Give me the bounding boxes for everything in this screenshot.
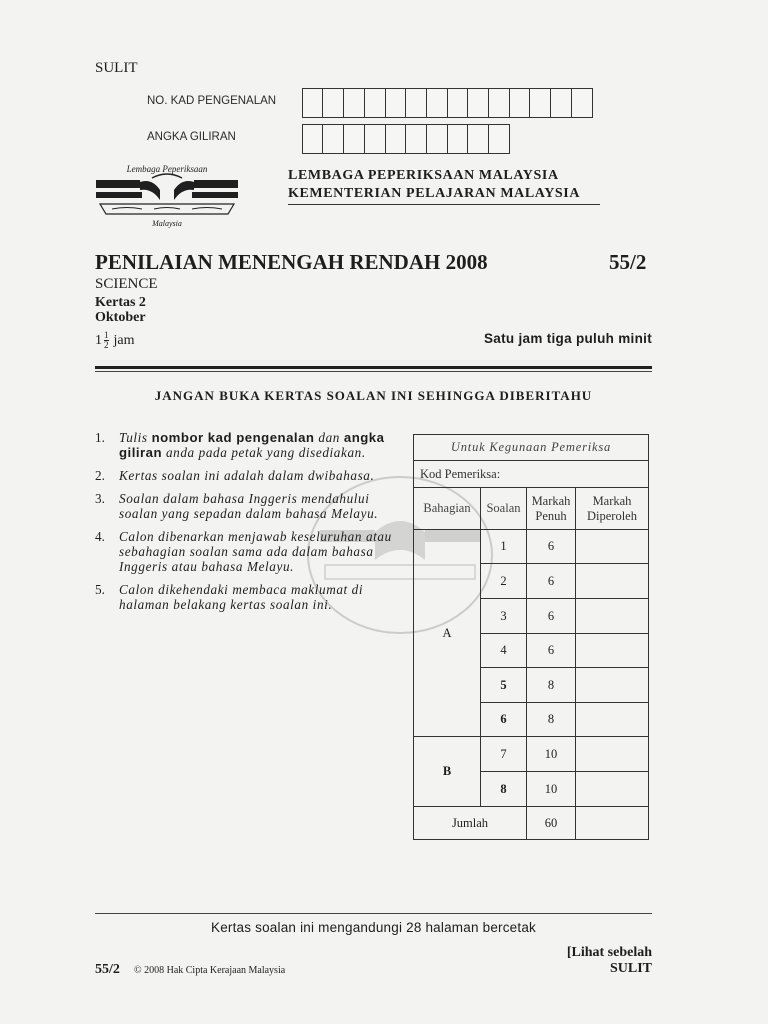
full-marks: 10 bbox=[527, 772, 576, 807]
obtained-marks-cell[interactable] bbox=[576, 668, 649, 703]
examiner-code-field[interactable]: Kod Pemeriksa: bbox=[414, 461, 649, 488]
total-label: Jumlah bbox=[414, 807, 527, 840]
exam-duration-words: Satu jam tiga puluh minit bbox=[483, 331, 652, 346]
logo-bottom-text: Malaysia bbox=[152, 219, 182, 228]
divider-thick bbox=[95, 366, 652, 369]
obtained-marks-cell[interactable] bbox=[576, 772, 649, 807]
obtained-marks-cell[interactable] bbox=[576, 703, 649, 737]
obtained-marks-cell[interactable] bbox=[576, 564, 649, 599]
question-number: 1 bbox=[481, 530, 527, 564]
classification-bottom: SULIT bbox=[609, 961, 652, 976]
question-number: 7 bbox=[481, 737, 527, 772]
digit-box[interactable] bbox=[488, 124, 510, 154]
org-underline bbox=[288, 204, 600, 205]
page-count-note: Kertas soalan ini mengandungi 28 halaman bercetak bbox=[210, 920, 536, 935]
digit-box[interactable] bbox=[529, 88, 551, 118]
header-question: Soalan bbox=[481, 488, 527, 530]
digit-box[interactable] bbox=[322, 88, 344, 118]
full-marks: 6 bbox=[527, 530, 576, 564]
digit-box[interactable] bbox=[343, 124, 365, 154]
exam-title: PENILAIAN MENENGAH RENDAH 2008 bbox=[95, 250, 488, 274]
duration-denominator: 2 bbox=[104, 340, 109, 350]
digit-box[interactable] bbox=[426, 88, 448, 118]
digit-box[interactable] bbox=[385, 124, 407, 154]
org-name-line2: KEMENTERIAN PELAJARAN MALAYSIA bbox=[288, 186, 581, 201]
digit-box[interactable] bbox=[364, 124, 386, 154]
question-number: 3 bbox=[481, 599, 527, 634]
header-obtained-marks: Markah Diperoleh bbox=[576, 488, 649, 530]
section-b-label: B bbox=[414, 737, 481, 807]
question-number: 5 bbox=[481, 668, 527, 703]
exam-board-logo bbox=[92, 160, 242, 230]
total-obtained-cell[interactable] bbox=[576, 807, 649, 840]
turn-over-note: [Lihat sebelah bbox=[566, 945, 652, 960]
obtained-marks-cell[interactable] bbox=[576, 530, 649, 564]
instruction-item bbox=[95, 491, 393, 521]
digit-box[interactable] bbox=[343, 88, 365, 118]
table-title: Untuk Kegunaan Pemeriksa bbox=[414, 435, 649, 461]
header-full-marks: Markah Penuh bbox=[527, 488, 576, 530]
question-number: 4 bbox=[481, 634, 527, 668]
digit-box[interactable] bbox=[405, 88, 427, 118]
exam-duration bbox=[95, 331, 135, 350]
digit-box[interactable] bbox=[322, 124, 344, 154]
instruction-number: 2. bbox=[95, 468, 105, 483]
org-name-line1: LEMBAGA PEPERIKSAAN MALAYSIA bbox=[288, 168, 559, 183]
instructions bbox=[95, 430, 393, 620]
question-number: 8 bbox=[481, 772, 527, 807]
total-full-marks: 60 bbox=[527, 807, 576, 840]
digit-box[interactable] bbox=[385, 88, 407, 118]
instruction-text: Tulis nombor kad pengenalan dan angka giliran anda pada petak yang disediakan. bbox=[119, 430, 385, 460]
exam-code: 55/2 bbox=[609, 250, 647, 274]
duration-numerator: 1 bbox=[104, 330, 109, 340]
obtained-marks-cell[interactable] bbox=[576, 737, 649, 772]
duration-fraction bbox=[104, 331, 109, 350]
full-marks: 6 bbox=[527, 564, 576, 599]
digit-box[interactable] bbox=[550, 88, 572, 118]
digit-box[interactable] bbox=[364, 88, 386, 118]
section-a-label: A bbox=[414, 530, 481, 737]
do-not-open-warning: JANGAN BUKA KERTAS SOALAN INI SEHINGGA DIBERITAHU bbox=[154, 388, 593, 403]
instruction-number: 5. bbox=[95, 582, 105, 597]
instruction-number: 3. bbox=[95, 491, 105, 506]
classification-top: SULIT bbox=[95, 60, 138, 76]
digit-box[interactable] bbox=[467, 124, 489, 154]
duration-whole: 1 bbox=[95, 332, 102, 348]
logo-top-text: Lembaga Peperiksaan bbox=[126, 164, 208, 174]
digit-box[interactable] bbox=[488, 88, 510, 118]
instruction-text: Kertas soalan ini adalah dalam dwibahasa. bbox=[119, 468, 375, 483]
id-number-label: NO. KAD PENGENALAN bbox=[147, 95, 277, 107]
full-marks: 8 bbox=[527, 668, 576, 703]
question-number: 2 bbox=[481, 564, 527, 599]
instruction-item bbox=[95, 582, 393, 612]
full-marks: 10 bbox=[527, 737, 576, 772]
digit-box[interactable] bbox=[447, 88, 469, 118]
index-number-label: ANGKA GILIRAN bbox=[147, 131, 236, 143]
instruction-text: Calon dikehendaki membaca maklumat di halaman belakang kertas soalan ini. bbox=[119, 582, 364, 612]
instruction-item bbox=[95, 430, 393, 460]
full-marks: 8 bbox=[527, 703, 576, 737]
digit-box[interactable] bbox=[571, 88, 593, 118]
exam-subject: SCIENCE bbox=[95, 276, 158, 292]
instruction-item bbox=[95, 529, 393, 574]
exam-paper: Kertas 2 bbox=[95, 295, 146, 310]
question-number: 6 bbox=[481, 703, 527, 737]
full-marks: 6 bbox=[527, 599, 576, 634]
instruction-number: 1. bbox=[95, 430, 105, 445]
digit-box[interactable] bbox=[426, 124, 448, 154]
copyright-note: © 2008 Hak Cipta Kerajaan Malaysia bbox=[134, 965, 286, 976]
full-marks: 6 bbox=[527, 634, 576, 668]
digit-box[interactable] bbox=[467, 88, 489, 118]
header-section: Bahagian bbox=[414, 488, 481, 530]
digit-box[interactable] bbox=[302, 124, 324, 154]
digit-box[interactable] bbox=[509, 88, 531, 118]
examiner-table bbox=[413, 434, 649, 840]
digit-box[interactable] bbox=[302, 88, 324, 118]
id-number-boxes[interactable] bbox=[303, 88, 593, 118]
index-number-boxes[interactable] bbox=[303, 124, 510, 154]
obtained-marks-cell[interactable] bbox=[576, 634, 649, 668]
digit-box[interactable] bbox=[405, 124, 427, 154]
divider-thin bbox=[95, 371, 652, 372]
instruction-number: 4. bbox=[95, 529, 105, 544]
instruction-text: Calon dibenarkan menjawab keseluruhan atau sebahagian soalan sama ada dalam bahasa Inggeris atau bahasa Melayu. bbox=[119, 529, 392, 574]
instruction-item bbox=[95, 468, 393, 483]
instruction-text: Soalan dalam bahasa Inggeris mendahului soalan yang sepadan dalam bahasa Melayu. bbox=[119, 491, 379, 521]
exam-month: Oktober bbox=[95, 310, 146, 325]
footer-divider bbox=[95, 913, 652, 914]
duration-unit: jam bbox=[113, 332, 135, 348]
digit-box[interactable] bbox=[447, 124, 469, 154]
footer-exam-code: 55/2 bbox=[95, 962, 120, 977]
obtained-marks-cell[interactable] bbox=[576, 599, 649, 634]
